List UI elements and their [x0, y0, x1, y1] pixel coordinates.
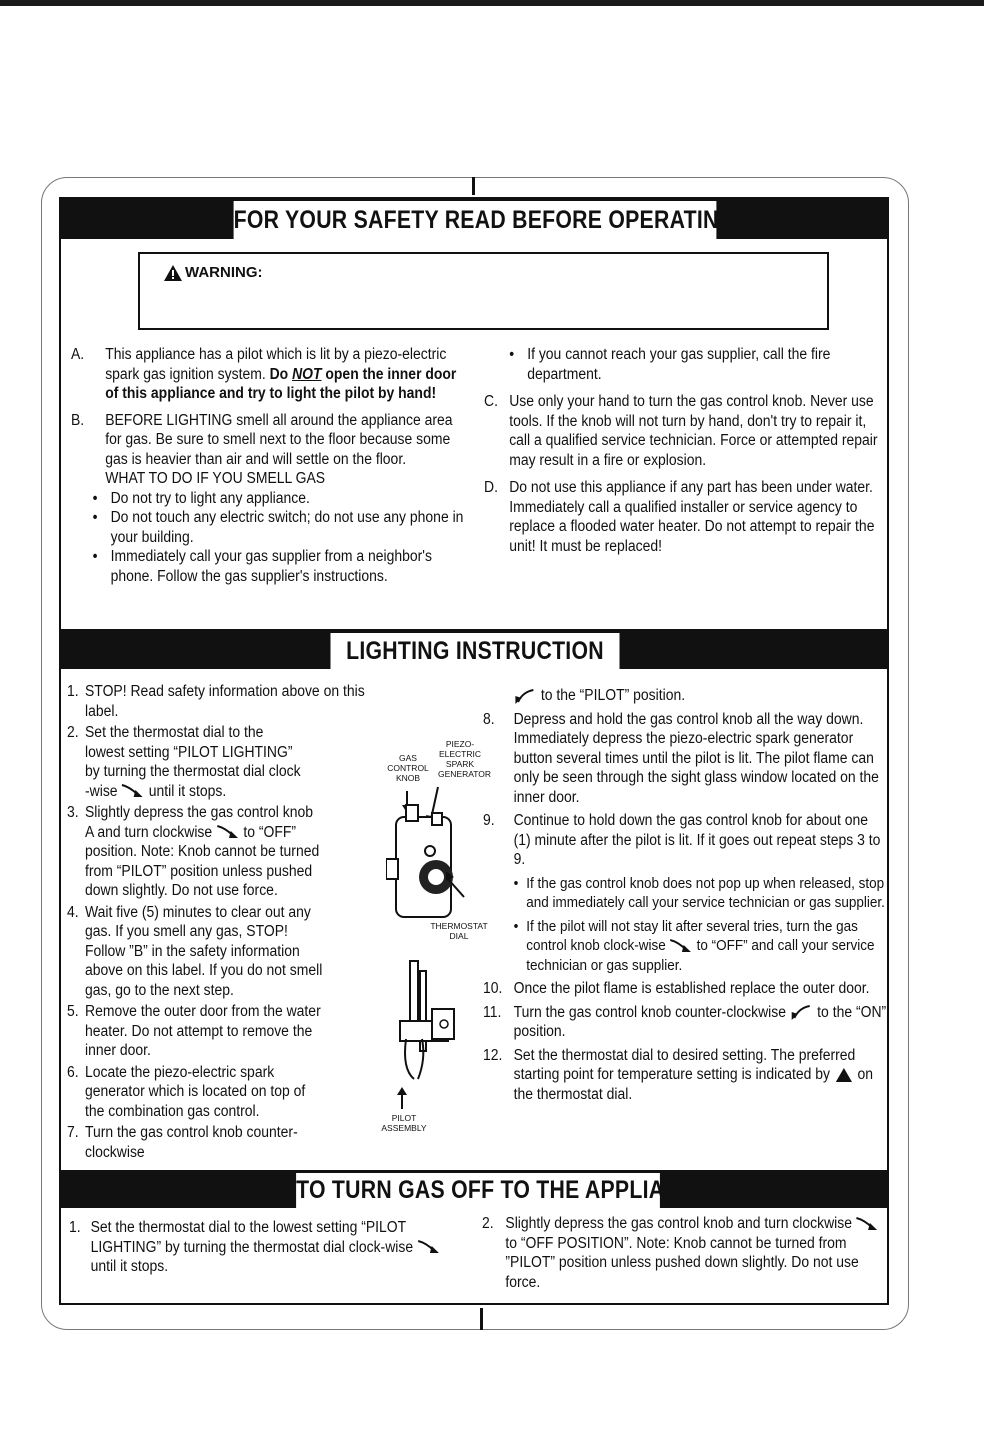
warning-triangle-icon [164, 265, 182, 281]
safety-item-a: A. This appliance has a pilot which is lit by a piezo-electric spark gas ignition system. Do NOT open the inner door of this appliance and try to light the pilot by hand! [71, 346, 457, 402]
bullet: • Immediately call your gas supplier from a neighbor's phone. Follow the gas supplier's instructions. [92, 548, 432, 585]
lighting-step-2: 2. Set the thermostat dial to the lowest setting “PILOT LIGHTING” by turning the thermostat dial clock -wise until it stops. [67, 724, 301, 800]
lighting-left-column [67, 682, 387, 1162]
gas-off-title: TO TURN GAS OFF TO THE APPLIANCE [296, 1173, 660, 1208]
safety-item-c: C. Use only your hand to turn the gas control knob. Never use tools. If the knob will not turn by hand, don't try to repair it, call a qualified service technician. Force or attempted repair may result in a fire or explosion. [484, 393, 878, 469]
smell-gas-heading: WHAT TO DO IF YOU SMELL GAS [105, 470, 326, 487]
thermostat-label: THERMOSTAT DIAL [430, 921, 488, 941]
lighting-step-12: 12. Set the thermostat dial to desired setting. The preferred starting point for temperature setting is indicated by on the thermostat dial. [483, 1046, 874, 1103]
top-rule [0, 0, 984, 6]
safety-item-d: D. Do not use this appliance if any part has been under water. Immediately call a qualified installer or service agency to replace a flooded water heater. Do not attempt to repair the unit! It must be replaced! [484, 479, 875, 555]
clockwise-arrow-icon [670, 938, 693, 954]
lighting-step-5: 5. Remove the outer door from the water heater. Do not attempt to remove the inner door. [67, 1003, 321, 1059]
lighting-right-column [483, 686, 886, 1104]
step-9-note: • If the gas control knob does not pop up when released, stop and immediately call your service technician or gas supplier. [513, 874, 885, 911]
pilot-label: PILOT ASSEMBLY [381, 1113, 427, 1133]
lighting-title: LIGHTING INSTRUCTION [331, 633, 620, 669]
step-9-note: • If the pilot will not stay lit after several tries, turn the gas control knob clock-wise to “OFF” and call your service technician or gas supplier. [513, 917, 875, 974]
clockwise-arrow-icon [121, 783, 144, 799]
bullet: • Do not try to light any appliance. [92, 489, 310, 507]
bottom-tick [480, 1308, 483, 1330]
warning-heading [164, 264, 263, 281]
lighting-step-11: 11. Turn the gas control knob counter-clockwise to the “ON” position. [483, 1003, 887, 1040]
lighting-step-7: 7. Turn the gas control knob counter-clockwise [67, 1124, 298, 1161]
gas-control-diagram [381, 739, 492, 1139]
lighting-step-6: 6. Locate the piezo-electric spark generator which is located on top of the combination gas control. [67, 1063, 306, 1120]
lighting-step-10: 10. Once the pilot flame is established replace the outer door. [483, 980, 870, 997]
bullet: • If you cannot reach your gas supplier, call the fire department. [509, 346, 831, 383]
safety-item-b: B. BEFORE LIGHTING smell all around the appliance area for gas. Be sure to smell next to the floor because some gas is heavier than air and will settle on the floor. WHAT TO DO IF YOU SMELL GAS [71, 411, 472, 489]
piezo-label: PIEZO-ELECTRIC SPARK GENERATOR [438, 739, 492, 779]
safety-right-column [484, 345, 887, 556]
gas-off-step-1: 1. Set the thermostat dial to the lowest setting “PILOT LIGHTING” by turning the thermostat dial clock-wise until it stops. [69, 1218, 447, 1277]
lighting-step-7-cont: to the “PILOT” position. [483, 686, 886, 706]
top-tick [472, 177, 475, 195]
gas-off-step-2: 2. Slightly depress the gas control knob and turn clockwise to “OFF POSITION”. Note: Knob cannot be turned from ”PILOT” position unless pushed down slightly. Do not use force. [482, 1214, 885, 1292]
clockwise-arrow-icon [417, 1239, 440, 1255]
clockwise-arrow-icon [856, 1216, 879, 1232]
clockwise-arrow-icon [216, 824, 239, 840]
counterclockwise-arrow-icon [514, 688, 537, 704]
warning-box [138, 252, 829, 330]
safety-left-column [71, 345, 472, 586]
gas-knob-label: GAS CONTROL KNOB [387, 753, 429, 783]
gas-off-band [61, 1170, 887, 1208]
warning-label: WARNING: [185, 264, 263, 281]
lighting-step-9: 9. Continue to hold down the gas control knob for about one (1) minute after the pilot is lit. If it goes out repeat steps 3 to 9. [483, 812, 881, 868]
safety-band [61, 199, 887, 239]
safety-title: FOR YOUR SAFETY READ BEFORE OPERATING [234, 201, 717, 239]
triangle-marker-icon [834, 1067, 854, 1083]
bullet: • Do not touch any electric switch; do not use any phone in your building. [92, 509, 464, 546]
gas-off-right-column [482, 1214, 885, 1292]
counterclockwise-arrow-icon [790, 1004, 813, 1020]
gas-off-left-column [69, 1218, 447, 1277]
lighting-step-4: 4. Wait five (5) minutes to clear out any gas. If you smell any gas, STOP! Follow ”B” in the safety information above on this label. If you do not smell gas, go to the next step. [67, 903, 323, 999]
safety-label-panel [59, 197, 889, 1305]
lighting-step-1: 1. STOP! Read safety information above on this label. [67, 683, 365, 720]
lighting-step-3: 3. Slightly depress the gas control knob A and turn clockwise to “OFF” position. Note: Knob cannot be turned from “PILOT” position unless pushed down slightly. Do not use force. [67, 804, 320, 899]
lighting-band [61, 629, 887, 669]
lighting-step-8: 8. Depress and hold the gas control knob all the way down. Immediately depress the piezo-electric spark generator button several times until the pilot is lit. The pilot flame can only be seen through the sight glass window located on the inner door. [483, 710, 879, 806]
